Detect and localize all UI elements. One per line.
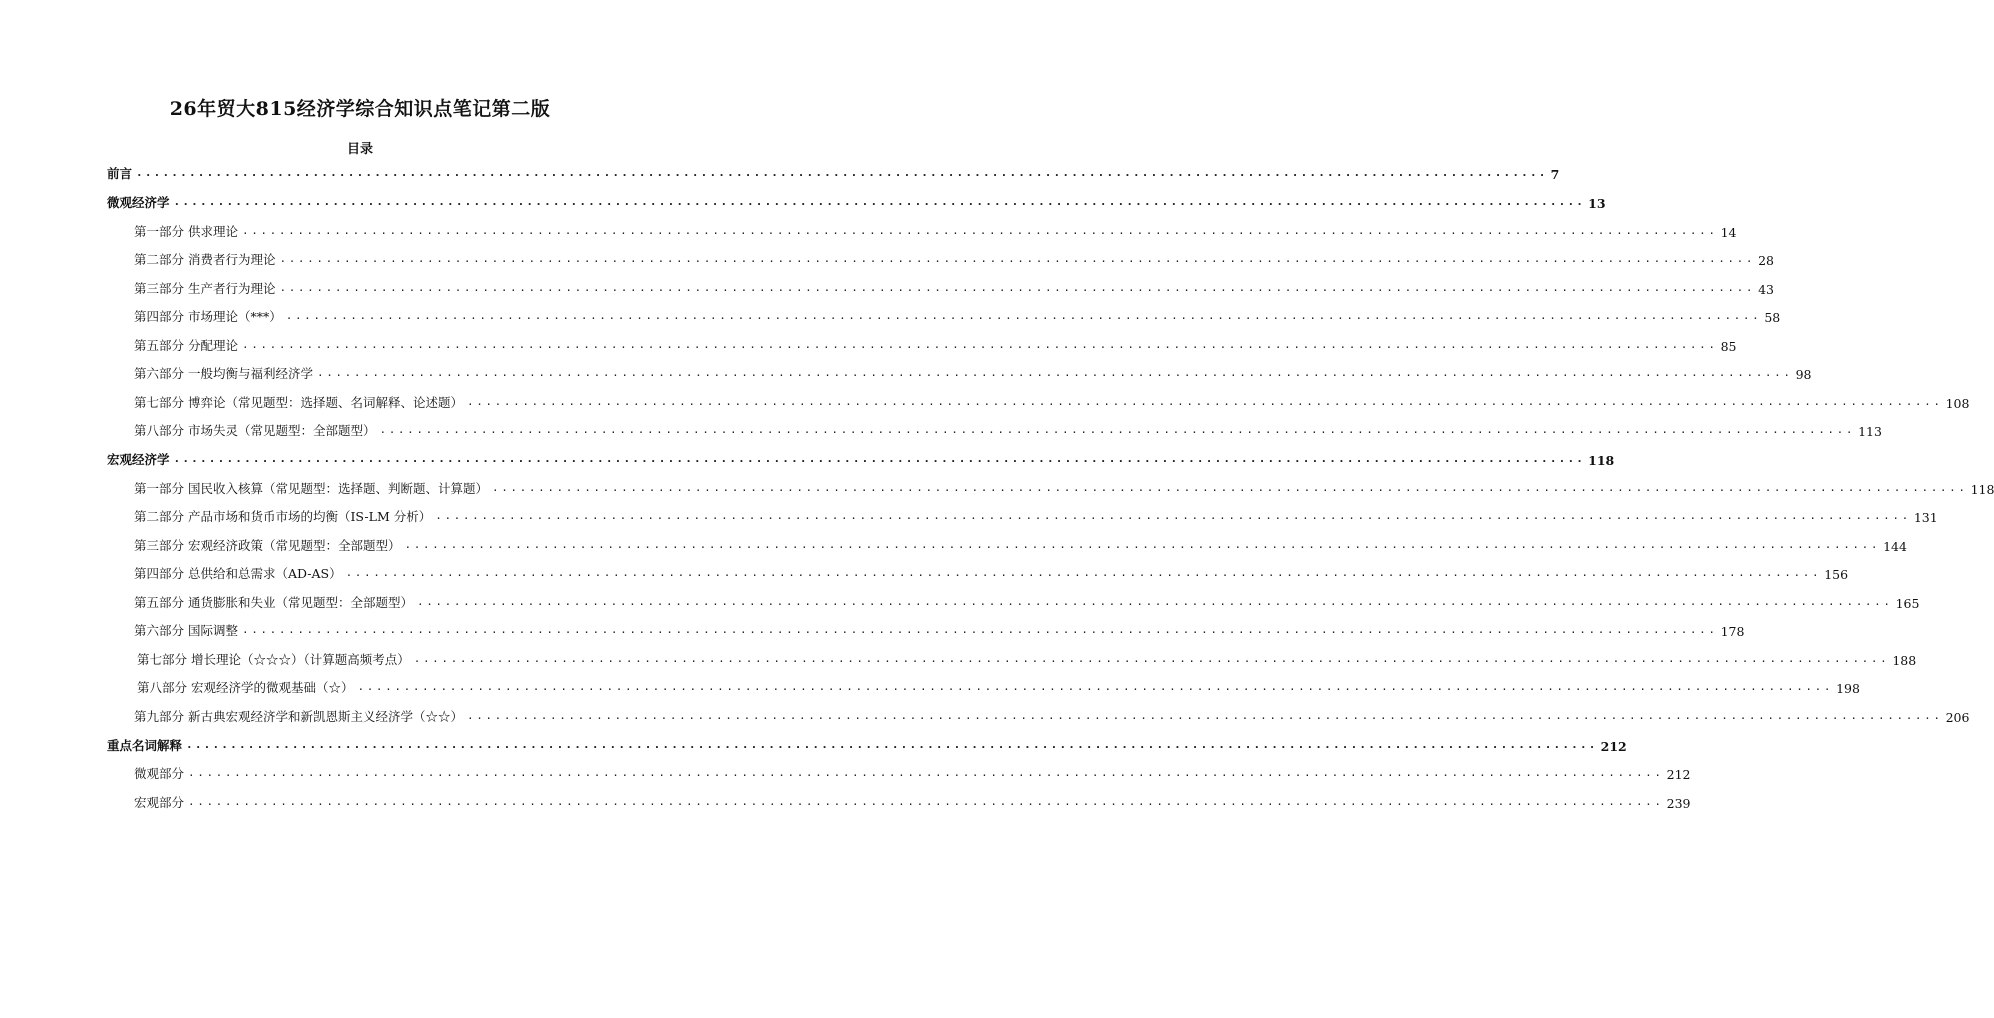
toc-entry-macro-part-7[interactable] (137, 646, 1917, 668)
toc-dot-leader: ................................................................................................................................................................ (404, 538, 1881, 551)
toc-entry-micro-part-7[interactable] (134, 389, 1970, 411)
toc-dot-leader: ................................................................................................................................................................ (466, 395, 1943, 408)
toc-dot-leader: ................................................................................................................................................................ (279, 252, 1756, 265)
toc-entry-label: 第三部分 生产者行为理论 (134, 281, 276, 296)
toc-dot-leader: ................................................................................................................................................................ (416, 595, 1893, 608)
toc-entry-micro-part-6[interactable] (134, 360, 1812, 382)
toc-entry-label: 第七部分 博弈论（常见题型：选择题、名词解释、论述题） (134, 395, 463, 410)
toc-entry-page: 108 (1945, 396, 1970, 411)
toc-entry-macro-part-1[interactable] (134, 475, 1994, 497)
toc-entry-page: 43 (1758, 282, 1774, 297)
toc-entry-label: 第一部分 国民收入核算（常见题型：选择题、判断题、计算题） (134, 481, 488, 496)
toc-entry-label: 第九部分 新古典宏观经济学和新凯恩斯主义经济学（☆☆） (134, 709, 463, 724)
toc-dot-leader: ................................................................................................................................................................ (188, 766, 1664, 779)
toc-entry-macro-part-9[interactable] (134, 703, 1970, 725)
toc-entry-label: 第四部分 总供给和总需求（AD-AS） (134, 566, 342, 581)
toc-entry-macro-part-8[interactable] (137, 674, 1860, 696)
toc-entry-label: 第二部分 消费者行为理论 (134, 252, 276, 267)
toc-entry-page: 13 (1588, 196, 1606, 211)
toc-entry-page: 156 (1824, 567, 1849, 582)
toc-entry-page: 165 (1895, 596, 1920, 611)
toc-entry-macro-part-6[interactable] (134, 617, 1745, 639)
toc-entry-page: 14 (1720, 225, 1737, 240)
toc-entry-page: 144 (1883, 539, 1907, 554)
toc-dot-leader: ................................................................................................................................................................ (285, 309, 1762, 322)
toc-entry-label: 第八部分 宏观经济学的微观基础（☆） (137, 680, 354, 695)
toc-entry-label: 第六部分 国际调整 (134, 623, 238, 638)
toc-dot-leader: ................................................................................................................................................................ (379, 423, 1856, 436)
toc-entry-macro-part-4[interactable] (134, 560, 1849, 582)
toc-entry-label: 前言 (107, 166, 133, 181)
toc-entry-page: 58 (1764, 310, 1781, 325)
toc-entry-label: 第三部分 宏观经济政策（常见题型：全部题型） (134, 538, 401, 553)
toc-dot-leader: ................................................................................................................................................................ (435, 509, 1911, 522)
toc-entry-page: 7 (1550, 167, 1560, 182)
toc-entry-page: 113 (1858, 424, 1882, 439)
toc-entry-preface[interactable] (107, 160, 1560, 182)
toc-entry-page: 198 (1836, 681, 1860, 696)
toc-entry-micro-part-5[interactable] (134, 332, 1737, 354)
toc-dot-leader: ................................................................................................................................................................ (316, 366, 1793, 379)
toc-dot-leader: ................................................................................................................................................................ (491, 481, 1968, 494)
toc-entry-page: 188 (1892, 653, 1917, 668)
toc-dot-leader: ................................................................................................................................................................ (173, 195, 1586, 208)
toc-dot-leader: ................................................................................................................................................................ (279, 281, 1756, 294)
toc-entry-page: 118 (1588, 453, 1615, 468)
toc-dot-leader: ................................................................................................................................................................ (241, 224, 1718, 237)
toc-dot-leader: ................................................................................................................................................................ (188, 795, 1664, 808)
toc-entry-page: 212 (1600, 739, 1627, 754)
toc-dot-leader: ................................................................................................................................................................ (345, 566, 1822, 579)
toc-entry-micro-part-3[interactable] (134, 275, 1774, 297)
toc-entry-microeconomics[interactable] (107, 189, 1606, 211)
toc-entry-macro-part-2[interactable] (134, 503, 1938, 525)
toc-entry-micro-part-2[interactable] (134, 246, 1774, 268)
toc-entry-label: 第五部分 分配理论 (134, 338, 238, 353)
toc-dot-leader: ................................................................................................................................................................ (136, 166, 1548, 179)
toc-entry-label: 微观经济学 (107, 195, 170, 210)
toc-dot-leader: ................................................................................................................................................................ (173, 452, 1586, 465)
toc-entry-micro-part-1[interactable] (134, 218, 1737, 240)
toc-entry-label: 第四部分 市场理论（***） (134, 309, 282, 324)
toc-entry-micro-part-4[interactable] (134, 303, 1781, 325)
toc-entry-macro-part-5[interactable] (134, 589, 1920, 611)
toc-entry-page: 28 (1758, 253, 1774, 268)
toc-entry-page: 118 (1970, 482, 1994, 497)
toc-entry-label: 第二部分 产品市场和货币市场的均衡（IS-LM 分析） (134, 509, 432, 524)
toc-entry-page: 212 (1666, 767, 1691, 782)
toc-entry-page: 206 (1945, 710, 1970, 725)
toc-dot-leader: ................................................................................................................................................................ (357, 680, 1834, 693)
toc-entry-page: 85 (1720, 339, 1737, 354)
toc-heading: 目录 (346, 142, 373, 157)
toc-entry-label: 微观部分 (134, 766, 185, 781)
toc-dot-leader: ................................................................................................................................................................ (413, 652, 1890, 665)
toc-entry-label: 第一部分 供求理论 (134, 224, 238, 239)
toc-dot-leader: ................................................................................................................................................................ (186, 738, 1598, 751)
toc-entry-label: 第五部分 通货膨胀和失业（常见题型：全部题型） (134, 595, 413, 610)
toc-entry-macro-part-3[interactable] (134, 532, 1907, 554)
toc-entry-page: 131 (1913, 510, 1938, 525)
toc-entry-label: 第六部分 一般均衡与福利经济学 (134, 366, 313, 381)
toc-entry-label: 重点名词解释 (107, 738, 183, 753)
toc-dot-leader: ................................................................................................................................................................ (241, 623, 1718, 636)
document-title: 26年贸大815经济学综合知识点笔记第二版 (169, 98, 551, 120)
toc-entry-label: 第八部分 市场失灵（常见题型：全部题型） (134, 423, 376, 438)
toc-entry-label: 宏观部分 (134, 795, 185, 810)
toc-entry-page: 178 (1720, 624, 1745, 639)
toc-dot-leader: ................................................................................................................................................................ (466, 709, 1943, 722)
toc-entry-micro-part-8[interactable] (134, 417, 1882, 439)
toc-entry-label: 第七部分 增长理论（☆☆☆）（计算题高频考点） (137, 652, 410, 667)
toc-entry-label: 宏观经济学 (107, 452, 170, 467)
toc-entry-page: 239 (1666, 796, 1691, 811)
toc-entry-macroeconomics[interactable] (107, 446, 1615, 468)
toc-entry-key-terms-micro[interactable] (134, 760, 1691, 782)
toc-entry-key-terms-macro[interactable] (134, 789, 1691, 811)
toc-entry-page: 98 (1795, 367, 1812, 382)
toc-entry-key-terms[interactable] (107, 732, 1627, 754)
toc-dot-leader: ................................................................................................................................................................ (241, 338, 1718, 351)
